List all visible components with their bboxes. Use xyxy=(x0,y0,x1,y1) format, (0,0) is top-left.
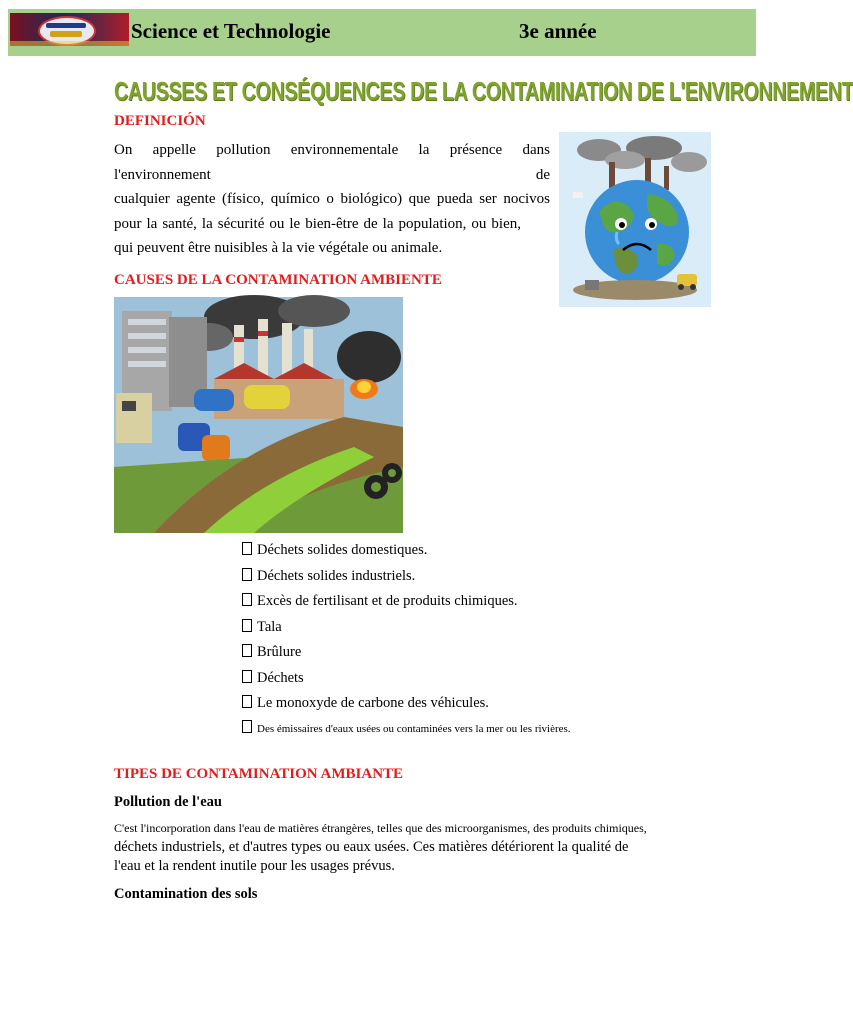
industrial-pollution-illustration xyxy=(114,297,403,533)
water-line: déchets industriels, et d'autres types ou eaux usées. Ces matières détériorent la qualité de xyxy=(114,839,629,855)
checkbox-icon xyxy=(242,720,252,733)
list-item: Des émissaires d'eaux usées ou contaminées vers la mer ou les rivières. xyxy=(242,718,571,744)
definition-paragraph xyxy=(114,138,550,261)
definition-line: pour la santé, la sécurité ou le bien-être de la population, ou bien, xyxy=(114,215,521,232)
definition-line: On appelle pollution environnementale la présence dans l'environnement de xyxy=(114,142,550,183)
list-item: Déchets xyxy=(242,667,571,693)
list-item: Tala xyxy=(242,616,571,642)
polluted-earth-illustration xyxy=(559,132,711,307)
definition-heading: DEFINICIÓN xyxy=(114,113,206,129)
page-title: CAUSSES ET CONSÉQUENCES DE LA CONTAMINATION DE L'ENVIRONNEMENT xyxy=(114,76,853,106)
checkbox-icon xyxy=(242,593,252,606)
list-item: Déchets solides industriels. xyxy=(242,565,571,591)
definition-line: qui peuvent être nuisibles à la vie végétale ou animale. xyxy=(114,240,443,256)
types-heading: TIPES DE CONTAMINATION AMBIANTE xyxy=(114,766,404,782)
water-pollution-paragraph xyxy=(114,819,674,876)
checkbox-icon xyxy=(242,644,252,657)
causes-list xyxy=(242,539,571,743)
checkbox-icon xyxy=(242,619,252,632)
water-pollution-heading: Pollution de l'eau xyxy=(114,794,222,810)
header-band xyxy=(8,9,756,56)
definition-line: cualquier agente (físico, químico o biológico) que pueda ser nocivos xyxy=(114,191,550,207)
causes-heading: CAUSES DE LA CONTAMINATION AMBIENTE xyxy=(114,272,442,288)
header-subject: Science et Technologie xyxy=(131,19,331,43)
list-item: Brûlure xyxy=(242,641,571,667)
header-grade: 3e année xyxy=(519,19,597,43)
list-item: Excès de fertilisant et de produits chimiques. xyxy=(242,590,571,616)
checkbox-icon xyxy=(242,695,252,708)
checkbox-icon xyxy=(242,568,252,581)
school-logo xyxy=(10,13,129,46)
water-line: l'eau et la rendent inutile pour les usages prévus. xyxy=(114,858,395,874)
list-item: Le monoxyde de carbone des véhicules. xyxy=(242,692,571,718)
checkbox-icon xyxy=(242,670,252,683)
soil-contamination-heading: Contamination des sols xyxy=(114,886,258,902)
water-line: C'est l'incorporation dans l'eau de matières étrangères, telles que des microorganismes, des produits chimiques, xyxy=(114,821,647,835)
list-item: Déchets solides domestiques. xyxy=(242,539,571,565)
checkbox-icon xyxy=(242,542,252,555)
